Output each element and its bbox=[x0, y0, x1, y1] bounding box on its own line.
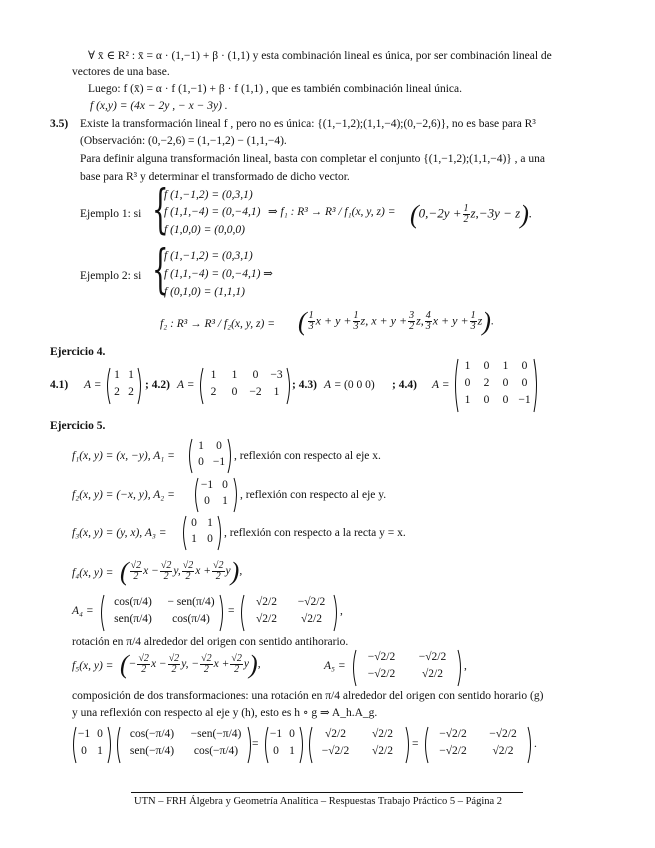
f1-description: , reflexión con respecto al eje x. bbox=[234, 450, 381, 462]
brace-2: { bbox=[152, 240, 169, 300]
eq-2: = bbox=[412, 738, 419, 750]
ej1-eq-2: f (1,1,−4) = (0,−4,1) bbox=[164, 206, 261, 218]
m44-cell: 0 bbox=[521, 377, 528, 389]
f3-def: f₃(x, y) = (y, x), A₃ = bbox=[72, 527, 167, 539]
footer-rule bbox=[131, 792, 523, 793]
mP2-cell: cos(−π/4) bbox=[193, 745, 239, 757]
mA3-cell: 1 bbox=[207, 517, 213, 529]
mA3-cell: 0 bbox=[191, 517, 197, 529]
m42-cell: 1 bbox=[210, 369, 217, 381]
line-1: ∀ x̄ ∈ R² : x̄ = α · (1,−1) + β · (1,1) y esta combinación lineal es única, por ser combinación lineal de bbox=[88, 50, 552, 62]
line-8: base para R³ y determinar el transformado de dicho vector. bbox=[80, 171, 350, 183]
f4-def: f₄(x, y) = bbox=[72, 567, 114, 579]
f2-description: , reflexión con respecto al eje y. bbox=[240, 489, 387, 501]
mP3-cell: 1 bbox=[289, 745, 295, 757]
A-label-44: A = bbox=[432, 379, 450, 391]
mP2-cell: −sen(−π/4) bbox=[190, 728, 242, 740]
mA1-cell: −1 bbox=[212, 456, 226, 468]
f4-vector: ( $\frac{√2}{2}$ x − $\frac{√2}{2}$ y, $\frac{√2}{2}$ x + $\frac{√2}{2}$ y), bbox=[120, 557, 243, 586]
m44-cell: 0 bbox=[502, 377, 509, 389]
mA1-cell: 0 bbox=[216, 440, 222, 452]
composition-line-2: y una reflexión con respecto al eje y (h), esto es h ∘ g ⇒ A_h.A_g. bbox=[72, 707, 378, 719]
exercise-4-title: Ejercicio 4. bbox=[50, 346, 106, 358]
matrix-4-4 bbox=[452, 358, 540, 413]
A5-comma: , bbox=[464, 660, 467, 672]
A4-equals: = bbox=[228, 605, 235, 617]
mA4b-cell: √2/2 bbox=[300, 613, 322, 625]
matrix-4-2 bbox=[197, 367, 293, 405]
mP3-cell: 0 bbox=[273, 745, 279, 757]
m42-cell: 1 bbox=[231, 369, 238, 381]
ej2-eq-1: f (1,−1,2) = (0,3,1) bbox=[164, 250, 253, 262]
p43-label: ; 4.3) bbox=[292, 379, 317, 391]
line-7: Para definir alguna transformación lineal, basta con completar el conjunto {(1,−1,2);(1,1,−4)} , a una bbox=[80, 153, 546, 165]
observation: (Observación: (0,−2,6) = (1,−1,2) − (1,1,−4). bbox=[80, 135, 287, 147]
m41-cell: 2 bbox=[128, 386, 134, 398]
m44-cell: 0 bbox=[521, 360, 528, 372]
mA3-cell: 1 bbox=[191, 533, 197, 545]
m44-cell: 0 bbox=[483, 360, 490, 372]
footer-text: UTN – FRH Álgebra y Geometría Analítica – Respuestas Trabajo Práctico 5 – Página 2 bbox=[134, 796, 503, 807]
mA4a-cell: sen(π/4) bbox=[114, 613, 152, 625]
matrix-4-1 bbox=[104, 367, 144, 405]
mA2-cell: −1 bbox=[200, 479, 214, 491]
mA4b-cell: √2/2 bbox=[255, 613, 277, 625]
mP3-cell: 0 bbox=[289, 728, 295, 740]
matrix-P4 bbox=[306, 726, 412, 764]
m44-cell: 1 bbox=[464, 394, 471, 406]
example-1-label: Ejemplo 1: si bbox=[80, 208, 142, 220]
m41-cell: 1 bbox=[114, 369, 120, 381]
mA5-cell: −√2/2 bbox=[418, 651, 447, 663]
exercise-5-title: Ejercicio 5. bbox=[50, 420, 106, 432]
brace-1: { bbox=[152, 180, 169, 240]
matrix-P1 bbox=[70, 726, 114, 764]
mP1-cell: 0 bbox=[97, 728, 103, 740]
m42-cell: 0 bbox=[231, 386, 238, 398]
rotation-text: rotación en π/4 alrededor del origen con sentido antihorario. bbox=[72, 636, 349, 648]
mP2-cell: sen(−π/4) bbox=[129, 745, 175, 757]
mA5-cell: √2/2 bbox=[421, 668, 443, 680]
matrix-A5 bbox=[350, 649, 464, 687]
example-2-label: Ejemplo 2: si bbox=[80, 270, 142, 282]
f2-def: f₂(x, y) = (−x, y), A₂ = bbox=[72, 489, 175, 501]
mA5-cell: −√2/2 bbox=[367, 651, 396, 663]
mP4-cell: √2/2 bbox=[324, 728, 346, 740]
line-2: vectores de una base. bbox=[72, 66, 170, 78]
mA4a-cell: − sen(π/4) bbox=[167, 596, 215, 608]
mP4-cell: √2/2 bbox=[371, 728, 393, 740]
m44-cell: 0 bbox=[464, 377, 471, 389]
p42-label: ; 4.2) bbox=[145, 379, 170, 391]
mP5-cell: −√2/2 bbox=[439, 728, 467, 740]
ej1-arrow: ⇒ f₁ : R³ → R³ / f₁(x, y, z) = bbox=[268, 206, 396, 218]
mP4-cell: √2/2 bbox=[371, 745, 393, 757]
m42-cell: −3 bbox=[270, 369, 283, 381]
f5-def: f₅(x, y) = bbox=[72, 660, 114, 672]
mP3-cell: −1 bbox=[269, 728, 283, 740]
matrix-A2 bbox=[192, 477, 240, 513]
f2-definition: f₂ : R³ → R³ / f₂(x, y, z) = bbox=[160, 318, 275, 330]
final-period: . bbox=[534, 738, 537, 750]
m42-cell: 0 bbox=[252, 369, 259, 381]
mP2-cell: cos(−π/4) bbox=[129, 728, 175, 740]
f3-description: , reflexión con respecto a la recta y = x. bbox=[224, 527, 406, 539]
mA1-cell: 0 bbox=[198, 456, 204, 468]
m44-cell: 0 bbox=[502, 394, 509, 406]
mA5-cell: −√2/2 bbox=[367, 668, 396, 680]
m41-cell: 1 bbox=[128, 369, 134, 381]
ej2-eq-3: f (0,1,0) = (1,1,1) bbox=[164, 286, 245, 298]
matrix-P3 bbox=[262, 726, 306, 764]
mA2-cell: 0 bbox=[204, 495, 210, 507]
f1-def: f₁(x, y) = (x, −y), A₁ = bbox=[72, 450, 175, 462]
m44-cell: 1 bbox=[464, 360, 471, 372]
mA4b-cell: −√2/2 bbox=[297, 596, 326, 608]
matrix-P2 bbox=[114, 726, 254, 764]
p44-label: ; 4.4) bbox=[392, 379, 417, 391]
mP1-cell: 0 bbox=[81, 745, 87, 757]
m41-cell: 2 bbox=[114, 386, 120, 398]
m42-cell: −2 bbox=[249, 386, 262, 398]
mP5-cell: √2/2 bbox=[492, 745, 514, 757]
ej2-eq-2: f (1,1,−4) = (0,−4,1) ⇒ bbox=[164, 268, 273, 280]
matrix-A1 bbox=[186, 438, 234, 474]
mP1-cell: 1 bbox=[97, 745, 103, 757]
f2-vector: ( $\frac{1}{3}$ x + y + $\frac{1}{3}$ z, x + y + $\frac{3}{2}$ z, $\frac{4}{3}$ x + y + $\frac{1}{3}$ z). bbox=[298, 307, 494, 336]
A-label-43: A = bbox=[324, 379, 342, 391]
m44-cell: 0 bbox=[483, 394, 490, 406]
mA4b-cell: √2/2 bbox=[255, 596, 277, 608]
eq-1: = bbox=[252, 738, 259, 750]
mP5-cell: −√2/2 bbox=[439, 745, 467, 757]
m44-cell: −1 bbox=[518, 394, 531, 406]
line-4: f (x,y) = (4x − 2y , − x − 3y) . bbox=[90, 100, 228, 112]
m42-cell: 1 bbox=[273, 386, 280, 398]
section-3-5-number: 3.5) bbox=[50, 118, 69, 130]
A4-label: A₄ = bbox=[72, 605, 94, 617]
p41-label: 4.1) bbox=[50, 379, 69, 391]
A4-comma: , bbox=[340, 605, 343, 617]
A5-label: A₅ = bbox=[324, 660, 346, 672]
mA4a-cell: cos(π/4) bbox=[114, 596, 152, 608]
matrix-A4-values bbox=[238, 594, 340, 632]
m44-cell: 1 bbox=[502, 360, 509, 372]
f5-vector: (− $\frac{√2}{2}$ x − $\frac{√2}{2}$ y, − $\frac{√2}{2}$ x + $\frac{√2}{2}$ y), bbox=[120, 650, 261, 679]
m42-cell: 2 bbox=[210, 386, 217, 398]
ej1-vector: (0,−2y + $\frac{1}{2}$ z,−3y − z). bbox=[410, 200, 533, 229]
mP5-cell: −√2/2 bbox=[489, 728, 517, 740]
mA4a-cell: cos(π/4) bbox=[172, 613, 210, 625]
mP4-cell: −√2/2 bbox=[321, 745, 350, 757]
mP1-cell: −1 bbox=[77, 728, 91, 740]
ej1-eq-1: f (1,−1,2) = (0,3,1) bbox=[164, 189, 253, 201]
mA2-cell: 1 bbox=[222, 495, 228, 507]
A-label-42: A = bbox=[177, 379, 195, 391]
mA3-cell: 0 bbox=[207, 533, 213, 545]
A-label-41: A = bbox=[84, 379, 102, 391]
mA1-cell: 1 bbox=[198, 440, 204, 452]
composition-line-1: composición de dos transformaciones: una rotación en π/4 alrededor del origen con sentido horario (g) bbox=[72, 690, 544, 702]
line-3: Luego: f (x̄) = α · f (1,−1) + β · f (1,1) , que es también combinación lineal única. bbox=[88, 83, 462, 95]
matrix-P5 bbox=[422, 726, 534, 764]
m44-cell: 2 bbox=[483, 377, 490, 389]
matrix-A3 bbox=[180, 515, 224, 551]
matrix-A4-trig bbox=[98, 594, 226, 632]
matrix-4-3: (0 0 0) bbox=[344, 379, 375, 391]
section-3-5-text: Existe la transformación lineal f , pero no es única: {(1,−1,2);(1,1,−4);(0,−2,6)}, no es base para R³ bbox=[80, 118, 536, 130]
mA2-cell: 0 bbox=[222, 479, 228, 491]
ej1-eq-3: f (1,0,0) = (0,0,0) bbox=[164, 224, 245, 236]
